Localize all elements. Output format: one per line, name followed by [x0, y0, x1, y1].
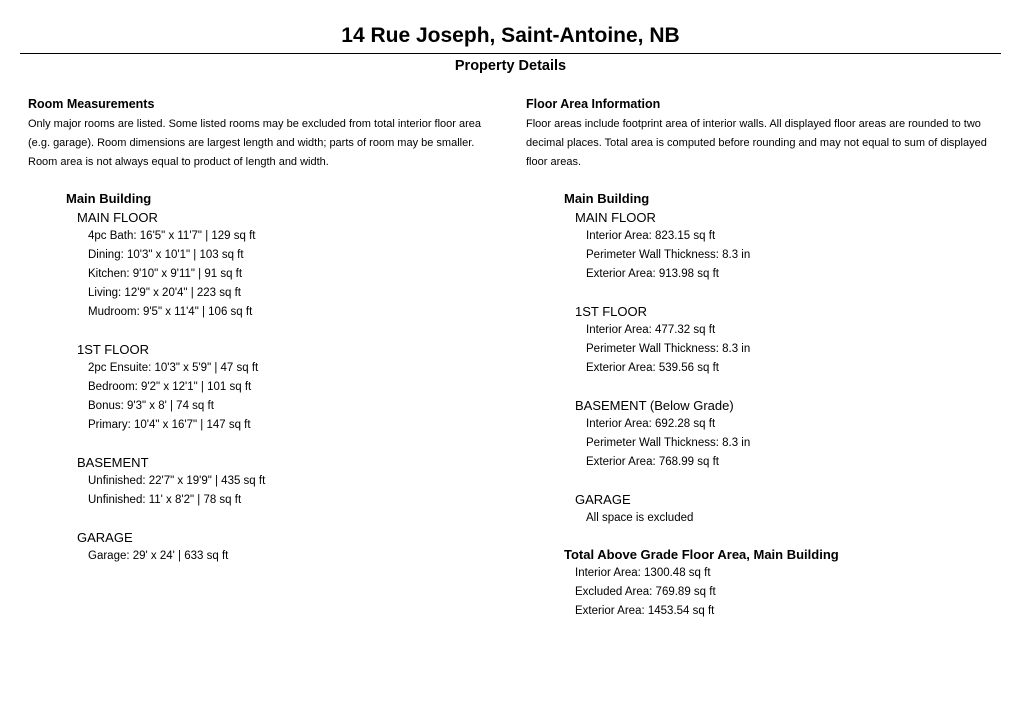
area-entry: Exterior Area: 768.99 sq ft: [586, 456, 719, 468]
room-floor-1st: [77, 340, 500, 435]
area-building-block: [564, 189, 1004, 621]
area-entry: Interior Area: 823.15 sq ft: [586, 230, 716, 242]
floor-name: MAIN FLOOR: [77, 210, 158, 225]
area-building-name: Main Building: [564, 191, 650, 206]
area-entry: Perimeter Wall Thickness: 8.3 in: [586, 249, 751, 261]
floor-name: GARAGE: [77, 530, 133, 545]
room-building-name: Main Building: [66, 191, 152, 206]
room-entry: Living: 12'9" x 20'4" | 223 sq ft: [88, 287, 241, 299]
room-entry: Kitchen: 9'10" x 9'11" | 91 sq ft: [88, 268, 243, 280]
area-entry: Perimeter Wall Thickness: 8.3 in: [586, 343, 751, 355]
floor-area-note-line: floor areas.: [526, 156, 582, 168]
area-floor-main: [575, 208, 1004, 284]
room-entry: Bedroom: 9'2" x 12'1" | 101 sq ft: [88, 381, 252, 393]
total-area-entry: Interior Area: 1300.48 sq ft: [575, 567, 711, 579]
room-measurements-note-line: Room area is not always equal to product of length and width.: [28, 156, 329, 168]
floor-area-note-line: Floor areas include footprint area of interior walls. All displayed floor areas are rounded to two: [526, 118, 981, 130]
floor-name: BASEMENT: [77, 455, 149, 470]
room-entry: Garage: 29' x 24' | 633 sq ft: [88, 550, 229, 562]
room-entry: Bonus: 9'3" x 8' | 74 sq ft: [88, 400, 214, 412]
room-measurements-note-line: (e.g. garage). Room dimensions are largest length and width; parts of room may be smaller.: [28, 137, 475, 149]
area-entry: Perimeter Wall Thickness: 8.3 in: [586, 437, 751, 449]
total-area-heading: Total Above Grade Floor Area, Main Building: [564, 547, 839, 562]
room-floor-basement: [77, 453, 500, 510]
floor-name: GARAGE: [575, 492, 631, 507]
room-entry: 2pc Ensuite: 10'3" x 5'9" | 47 sq ft: [88, 362, 259, 374]
total-area-entry: Excluded Area: 769.89 sq ft: [575, 586, 716, 598]
area-entry: All space is excluded: [586, 512, 694, 524]
room-entry: 4pc Bath: 16'5" x 11'7" | 129 sq ft: [88, 230, 256, 242]
floor-name: 1ST FLOOR: [77, 342, 150, 357]
room-measurements-section: [28, 96, 500, 566]
page-title: 14 Rue Joseph, Saint-Antoine, NB: [341, 24, 680, 47]
area-entry: Interior Area: 477.32 sq ft: [586, 324, 716, 336]
floor-area-section: [526, 96, 1004, 621]
area-entry: Interior Area: 692.28 sq ft: [586, 418, 716, 430]
page-subtitle: Property Details: [454, 58, 567, 74]
area-entry: Exterior Area: 913.98 sq ft: [586, 268, 719, 280]
area-floor-garage: [575, 490, 1004, 528]
floor-name: BASEMENT (Below Grade): [575, 398, 734, 413]
room-entry: Dining: 10'3" x 10'1" | 103 sq ft: [88, 249, 244, 261]
total-area-entry: Exterior Area: 1453.54 sq ft: [575, 605, 715, 617]
floor-area-note-line: decimal places. Total area is computed before rounding and may not equal to sum of displayed: [526, 137, 987, 149]
area-floor-basement: [575, 396, 1004, 472]
title-divider: [20, 53, 1001, 54]
room-building-block: [66, 189, 500, 566]
room-floor-main: [77, 208, 500, 322]
area-entry: Exterior Area: 539.56 sq ft: [586, 362, 719, 374]
room-measurements-heading: Room Measurements: [28, 97, 155, 111]
room-entry: Mudroom: 9'5" x 11'4" | 106 sq ft: [88, 306, 253, 318]
room-floor-garage: [77, 528, 500, 566]
room-measurements-note-line: Only major rooms are listed. Some listed rooms may be excluded from total interior floor area: [28, 118, 482, 130]
floor-area-heading: Floor Area Information: [526, 97, 661, 111]
area-floor-1st: [575, 302, 1004, 378]
floor-name: MAIN FLOOR: [575, 210, 656, 225]
room-entry: Unfinished: 22'7" x 19'9" | 435 sq ft: [88, 475, 266, 487]
room-entry: Primary: 10'4" x 16'7" | 147 sq ft: [88, 419, 251, 431]
floor-name: 1ST FLOOR: [575, 304, 648, 319]
room-entry: Unfinished: 11' x 8'2" | 78 sq ft: [88, 494, 242, 506]
